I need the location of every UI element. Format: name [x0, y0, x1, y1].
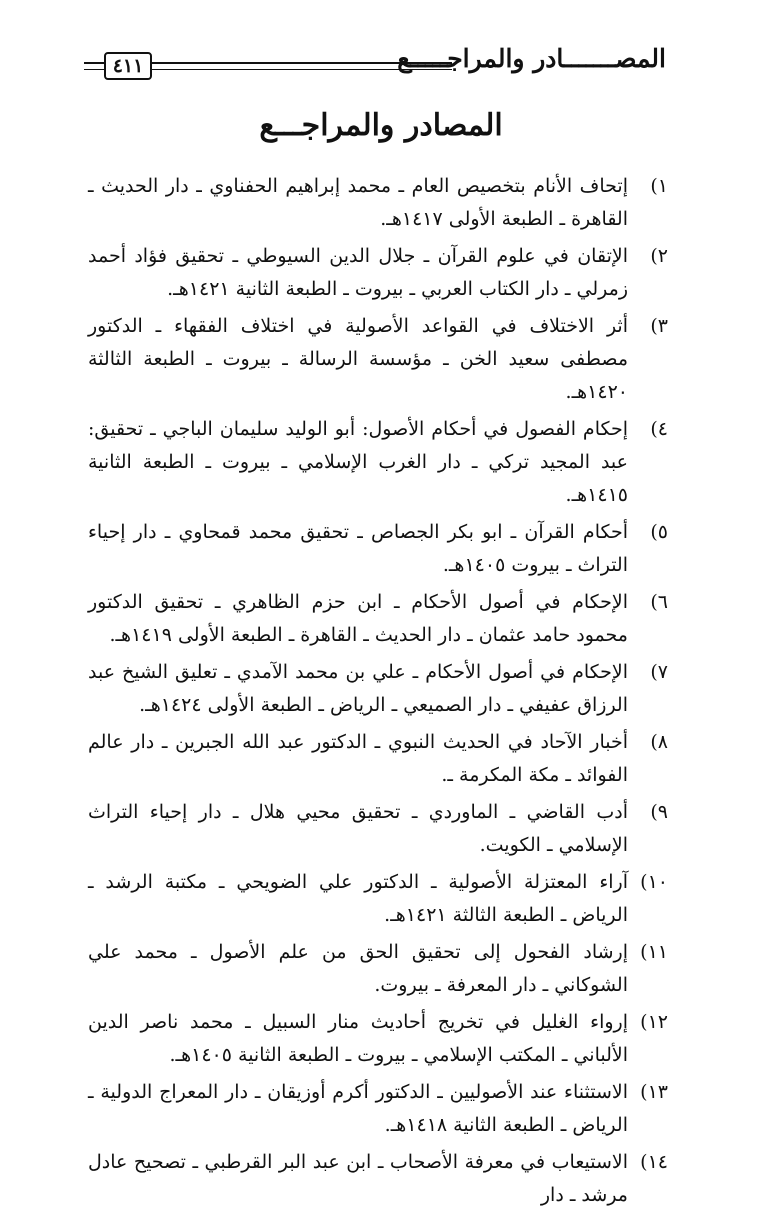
reference-number: ٦): [650, 591, 668, 613]
reference-item: [88, 413, 668, 512]
reference-item: [88, 796, 668, 862]
reference-item: [88, 1076, 668, 1142]
reference-text: إرواء الغليل في تخريج أحاديث منار السبيل ـ محمد ناصر الدين الألباني ـ المكتب الإسلامي ـ بيروت ـ الطبعة الثانية ١٤٠٥هـ.: [88, 1011, 628, 1066]
reference-text: الإتقان في علوم القرآن ـ جلال الدين السيوطي ـ تحقيق فؤاد أحمد زمرلي ـ دار الكتاب العربي ـ بيروت ـ الطبعة الثانية ١٤٢١هـ.: [88, 245, 628, 300]
reference-text: أحكام القرآن ـ ابو بكر الجصاص ـ تحقيق محمد قمحاوي ـ دار إحياء التراث ـ بيروت ١٤٠٥هـ.: [88, 521, 628, 576]
reference-item: [88, 310, 668, 409]
header-rule-left-lower: [84, 69, 104, 70]
reference-item: [88, 656, 668, 722]
reference-text: أخبار الآحاد في الحديث النبوي ـ الدكتور عبد الله الجبرين ـ دار عالم الفوائد ـ مكة المكرمة ـ.: [88, 731, 628, 786]
reference-item: [88, 586, 668, 652]
reference-text: إتحاف الأنام بتخصيص العام ـ محمد إبراهيم الحفناوي ـ دار الحديث ـ القاهرة ـ الطبعة الأولى ١٤١٧هـ.: [88, 175, 628, 230]
reference-text: الاستثناء عند الأصوليين ـ الدكتور أكرم أوزيقان ـ دار المعراج الدولية ـ الرياض ـ الطبعة الثانية ١٤١٨هـ.: [88, 1081, 628, 1136]
reference-text: إحكام الفصول في أحكام الأصول: أبو الوليد سليمان الباجي ـ تحقيق: عبد المجيد تركي ـ دار الغرب الإسلامي ـ بيروت ـ الطبعة الثانية ١٤١٥هـ.: [88, 418, 629, 506]
reference-number: ٤): [650, 418, 668, 440]
reference-item: [88, 170, 668, 236]
reference-item: [88, 866, 668, 932]
reference-list: [88, 170, 668, 1216]
reference-item: [88, 1146, 668, 1212]
reference-number: ١١): [640, 941, 668, 963]
running-header: [84, 42, 666, 86]
reference-item: [88, 516, 668, 582]
reference-text: أثر الاختلاف في القواعد الأصولية في اختلاف الفقهاء ـ الدكتور مصطفى سعيد الخن ـ مؤسسة الرسالة ـ بيروت ـ الطبعة الثالثة ١٤٢٠هـ.: [88, 315, 628, 403]
reference-number: ٧): [650, 661, 668, 683]
reference-number: ٩): [650, 801, 668, 823]
reference-item: [88, 726, 668, 792]
reference-number: ٢): [650, 245, 668, 267]
reference-number: ١): [650, 175, 668, 197]
reference-number: ٥): [650, 521, 668, 543]
reference-number: ٣): [650, 315, 668, 337]
reference-number: ١٠): [640, 871, 668, 893]
reference-text: الإحكام في أصول الأحكام ـ علي بن محمد الآمدي ـ تعليق الشيخ عبد الرزاق عفيفي ـ دار الصميعي ـ الرياض ـ الطبعة الأولى ١٤٢٤هـ.: [88, 661, 628, 716]
reference-text: الاستيعاب في معرفة الأصحاب ـ ابن عبد البر القرطبي ـ تصحيح عادل مرشد ـ دار: [88, 1151, 628, 1206]
reference-text: الإحكام في أصول الأحكام ـ ابن حزم الظاهري ـ تحقيق الدكتور محمود حامد عثمان ـ دار الحديث ـ القاهرة ـ الطبعة الأولى ١٤١٩هـ.: [88, 591, 628, 646]
running-title: المصـــــــادر والمراجـــــع: [397, 44, 666, 73]
reference-item: [88, 936, 668, 1002]
reference-number: ١٤): [640, 1151, 668, 1173]
reference-number: ١٣): [640, 1081, 668, 1103]
page-title: المصادر والمراجـــع: [259, 108, 503, 143]
reference-number: ٨): [650, 731, 668, 753]
header-rule-left-upper: [84, 62, 104, 64]
reference-item: [88, 240, 668, 306]
reference-text: آراء المعتزلة الأصولية ـ الدكتور علي الضويحي ـ مكتبة الرشد ـ الرياض ـ الطبعة الثالثة ١٤٢١هـ.: [88, 871, 628, 926]
reference-text: إرشاد الفحول إلى تحقيق الحق من علم الأصول ـ محمد علي الشوكاني ـ دار المعرفة ـ بيروت.: [88, 941, 628, 996]
reference-item: [88, 1006, 668, 1072]
reference-text: أدب القاضي ـ الماوردي ـ تحقيق محيي هلال ـ دار إحياء التراث الإسلامي ـ الكويت.: [88, 801, 628, 856]
reference-number: ١٢): [640, 1011, 668, 1033]
page-number: ٤١١: [104, 52, 152, 80]
